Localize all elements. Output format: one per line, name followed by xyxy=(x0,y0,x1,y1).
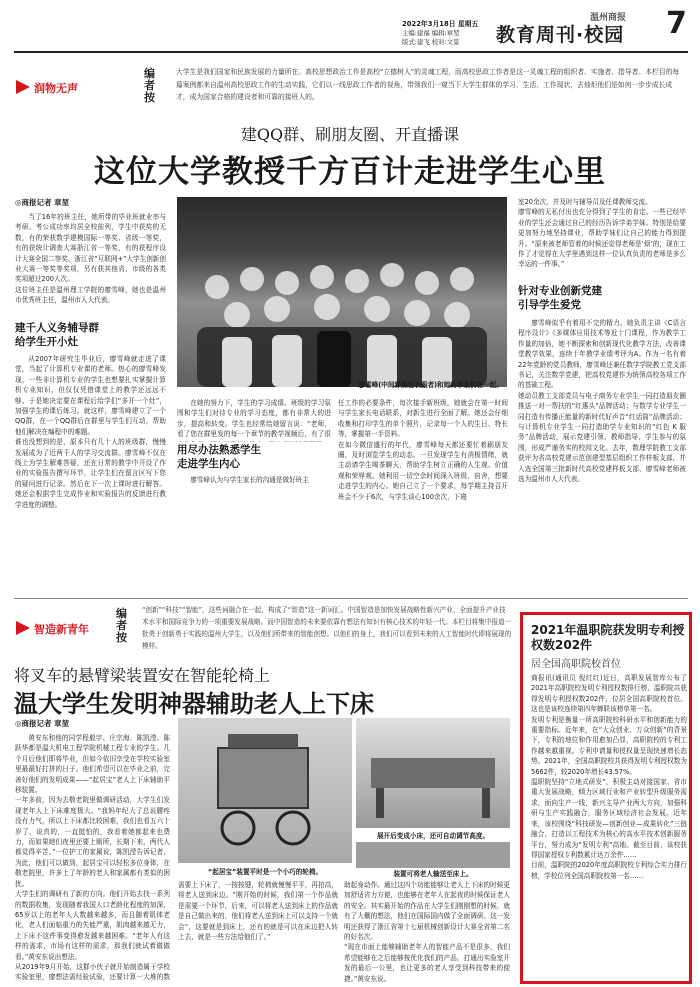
arrow-icon xyxy=(16,80,30,94)
side-body xyxy=(531,673,687,979)
wheelchair-illustration xyxy=(178,718,352,863)
masthead-brand: 温州商报 xyxy=(590,13,627,23)
top-photo xyxy=(177,197,507,387)
bottom-byline: ◎商报记者 章堃 xyxy=(15,719,70,728)
editor-note-top: 大学生是我们国家和民族发展的力量所在。高校思想政治工作是高校“立德树人”的灵魂工程，而高校思政工作者是这一灵魂工程的组织者、实施者、指导者。本栏目的每篇案例都来自温州高校思政工作的生动实践，它们以一线思政工作者的视角，带领我们一窥当下大学生群体的学习、生活、工作现状，去烛炬他们是如何一步步成长成才，成为国家合格的建设者和可靠的接班人的。 xyxy=(176,68,680,101)
top-subhead-2: 用尽办法熟悉学生 走进学生内心 xyxy=(177,444,261,470)
masthead xyxy=(0,0,700,52)
group-photo-illustration xyxy=(177,197,507,387)
bottom-column-3 xyxy=(344,880,510,984)
bottom-photo-transfer-caption: 装置可将老人输送至床上。 xyxy=(393,870,473,878)
bottom-column-1 xyxy=(15,733,170,983)
masthead-editor: 主编:建福 编辑:章堃 xyxy=(402,29,460,37)
top-column-5a-text: 室20余次，并及时与辅导员及任课教师交流。 廖雪峰的无私付出也充分得到了学生的肯定。一些已经毕业的学生还会通过自己的经历告诉学弟学妹、特别是给要更加努力地坚持课业，帮助学妹们让自己的能力得到提升。“原来被老师管着的时候还觉得老师是‘烦’的，现在工作了才觉得在大学里遇到这样一位认真负责的老师是多么幸运的一件事。” xyxy=(518,198,686,269)
top-column-1-text: 当了16年的班主任，她所带的毕业班就业率与考研、考公成功率均居全校前列，学生中获奖的无数，有的荣获数学建模国际一等奖、省级一等奖，有的获统计调查大赛浙江省一等奖，有的获程序设计大赛全国二等奖、浙江省“互联网+”大学生创新创业大赛一等奖等奖项，另有获其他省、市级的各类奖项超过200人次。 这位班主任是温州理工学院的廖雪峰，她也是温州市优秀班主任，温州市人大代表。 xyxy=(15,213,166,305)
top-column-3-text: 在她的努力下，学生的学习成绩、班级的学习氛围和学生们对待专业的学习态度，都有非常大的进步，提高和转变。学生也经常给她留言说：“老师，看了您在群里发的每一个章节的教学视频后，有了很 xyxy=(177,399,331,439)
top-column-1 xyxy=(15,212,166,318)
top-column-2 xyxy=(15,354,166,588)
top-column-3b-text: 廖雪峰认为与学生家长的沟通是做好班主 xyxy=(190,476,309,484)
column-tag-label: 智造新青年 xyxy=(34,623,89,636)
top-column-5 xyxy=(518,197,686,281)
side-subhead: 居全国高职院校首位 xyxy=(531,659,621,670)
bottom-headline: 温大学生发明神器辅助老人上下床 xyxy=(14,690,374,718)
bottom-column-2 xyxy=(178,880,338,984)
bottom-photo-transfer xyxy=(356,842,510,868)
top-photo-caption: 廖雪峰(中间穿黑色衣服者)和她的学生们在一起。 xyxy=(358,381,503,389)
top-column-5b xyxy=(518,318,686,588)
column-tag-label: 润物无声 xyxy=(34,82,78,95)
bottom-photo-bed-caption: 展开后变成小床，还可自动调节高度。 xyxy=(376,832,490,840)
top-column-3 xyxy=(177,398,331,442)
bottom-photo-main-caption: “起居宝”装置平时是一个小巧的轮椅。 xyxy=(207,868,323,876)
side-headline: 2021年温职院获发明专利授权数202件 xyxy=(531,623,685,652)
bed-illustration xyxy=(356,718,510,828)
top-column-4 xyxy=(338,398,508,588)
editor-tag-top: 编者按 xyxy=(144,67,155,104)
top-headline: 这位大学教授千方百计走进学生心里 xyxy=(94,154,606,190)
editor-note-bottom: “创新”“科技”“智能”，这些词融合在一起，构成了“智造”这一新词汇。中国智造是加快发展战略性新兴产业、全面提升产业技术水平和国际竞争力的一项重要发展战略。而中国智造的未来要依靠有想法有知识有核心技术的年轻一代。本栏目将集中报道一批勇于创新勇于实践的温州大学生，以及他们所带来的智能创想。以他们的身上，我们可以看到未来的人工智能时代即将展现的模样。 xyxy=(142,606,512,650)
top-column-5b-text: 廖雪峰似乎有着用不完的精力。她负责主讲《C语言程序设计》《多媒体应用技术等近十门课程，作为教学工作量的加倍，她不断探索和创新现代化教学方法，改善课堂教学效果，连续十年教学业绩考评为A。作为一名有着22年党龄的党员教师，廖雪峰还兼任数学学院教工党支部书记，关注数学党建，把高校党建作为统领高校各项工作的基础工程。 她动员教工支部党员与电子商务专业学生一同打造朋友圈推送一对一帮扶的“红惠头”品牌活动；与数学专业学生一同打造有传播正能量的新时代好声音“红话筒”品牌活动；与计算机专业学生一同打造助学专业知识的“红色 K 服务”品牌活动，展示党建引领、教师指导、学生参与的氛围，形成严谨务实的校园文化。去年，数理学院教工支部获评为省高校党建示范创建型基层组织工作样板支部，并入选全国第三批新时代高校党建样板支部，廖雪峰老师被选为温州市人大代表。 xyxy=(518,319,686,484)
top-subhead-3: 针对专业创新党建 引导学生爱党 xyxy=(518,285,602,311)
masthead-design: 版式:建飞 校对:文景 xyxy=(402,38,460,46)
column-tag-top xyxy=(14,77,124,97)
bottom-column-2-text: 需要上下床了，一按按键，轮椅就慢慢平平，再拍高，将老人送到床边。“刚开始的时候，我们第一个作品就是需要一个环节，后来，可以将老人送到床上的作品就是自己做出来的，他们将老人送到床上可以支持一个就会“，这要就是到床上，还有的就是可以在床边把人转上去，就是一些方法给他们了。” xyxy=(178,881,338,942)
top-column-3b xyxy=(177,475,331,585)
bottom-column-3-text: 助起身动作。通过这四个功能能够让老人上下床的时候更加舒适省力方便，也能够在老年人在起夜的时候保证老人的安全。其实最开始的作品在大学生们刚刚想的时候，就有了大概的想法，他们在国际国内做了全面调研。这一发明还获得了浙江省第十七届机械创新设计大赛全省第二名的好名次。 “现在市面上能够辅助老年人的智能产品不是很多，我们希望能够在之后能够按优化我们的产品，打通出实验室开发的最后一公里，也让更多的老人享受到科技带来的便捷。”黄安东说。 xyxy=(344,881,510,983)
section-divider xyxy=(14,598,688,599)
bottom-photo-bed xyxy=(356,718,510,828)
page-number: 7 xyxy=(666,6,687,41)
top-column-2-text: 从2007年研究生毕业后，廖雪峰就走进了课堂，当起了计算机专业课的老师。热心的廖雪峰发现，一些非计算机专业的学生也想要扎实掌握计算机专业知识，但仅仅凭借课堂上的教学还远远不够。于是她决定要在课程后给学们“多开一个灶”，加强学生的课后练习。就这样，廖雪峰建立了一个QQ群，在一个QQ群后在群里与学生们互动，帮助他们解决在编程中的难题。 谁也没想到的是，原本只有几十人的班级群，慢慢发展成为了近两千人的学习交流群。廖雪峰不仅在线上为学生解难答疑，还在日常的教学中开设了作业的实验报告撰写环节，让学生们在留言区写下您的疑问进行记录。然后在下一次上课时进行解答。她还会根据学生完成作业和实验报告的反馈进行教学进度的调整。 xyxy=(15,355,166,509)
editor-tag-bottom: 编者按 xyxy=(116,607,127,644)
top-kicker: 建QQ群、刷朋友圈、开直播课 xyxy=(240,125,460,144)
bottom-photo-main xyxy=(178,718,352,863)
top-subhead-1: 建千人义务辅导群 给学生开小灶 xyxy=(15,322,99,348)
side-body-text: 商报讯(通讯员 倪红红)近日，高职发展智库公布了2021年高职院校发明专利授权数排行榜，温职院共获得发明专利授权数202件，位居全国高职院校首位。这也是该校连续第四年蝉联该榜单第一名。 发明专利是衡量一所高职院校科研水平和创新能力的重要指标。近年来，在“大众创业、万众创新”的背景下，专利的地位和作用愈加凸显，高职院校的专利工作越来越重视。专利申请量和授权量呈现快速增长态势。2021年，全国高职院校共获得发明专利授权数为5662件，较2020年增长43.57%。 温职院坚持“立地式研发”，积极主动对接国家、省市重大发展战略，倾力区域行业和产业转型升级服务需求，面向生产一线，新兴主导产业两大方向，加强科研与生产实践融合，服务区域经济社会发展。近年来，该校围绕“科技研发—创新创业—成果转化”三链融合，打造以工程技术为核心的高水平技术创新服务平台，努力成为“发明专利”高地。截至目前，该校获得国家授权专利数累计达万余件…… 目前，温职院的2020年度高职院校专利综合实力排行榜，学校位列全国高职院校第一名…… xyxy=(531,674,687,880)
masthead-section: 教育周刊·校园 xyxy=(496,24,625,46)
arrow-icon xyxy=(16,621,30,635)
top-column-4-text: 任工作的必要条件，每次接手新班级，她就会在第一时间与学生家长电话联系，对新生进行全面了解。她还会仔细收集和打印学生的单个照片，记录每一个人的生日、特长等，掌握第一手资料。 在如今微信盛行的年代，廖雪峰每天都还要忙着刷朋友圈，及时浏览学生的动态。一旦发现学生有消极情绪，就主动请学生喝茶聊天，帮助学生树立正确的人生观、价值观和荣辱观。她利用一切空余时间深入班级、宿舍，想要走进学生的内心。她自己立了一个要求，每学期主持召开班会不少于6次，与学生谈心100余次，下寝 xyxy=(338,399,508,501)
top-byline: ◎商报记者 章堃 xyxy=(15,198,70,207)
masthead-rule xyxy=(14,51,688,53)
masthead-date: 2022年3月18日 星期五 xyxy=(402,20,479,28)
side-news-box xyxy=(520,612,692,984)
bottom-column-1-text: 黄安东和他的同学程毅宇、庄宗海、陈凯滢、陈跃华都是温大机电工程学院机械工程专业的学生。几个月后他们即将毕业，但如今依旧享受在学校实验室里最最好打拼的日子。他们希望可以在毕业之前，完善好他们的发明成果——“起居宝”老人上下床辅助平移装置。 一年多前，因为去敬老院里做调研活动，大学生们发现老年人上下床难度极大。“我妈年纪大了总说腰疼没有力气，所以上下床都比较困难，我们也看五六十岁了，说真的，一直挺怕的，我看着她都起来也费力，而如果她们夜里还要上厕所，长期下来，两代人都觉得辛苦。”一位护工的家属说，陈凯滢告诉记者，为此，他们可以做到，起居宝可以轻松多位身体，在敬老院里，许多上了年龄的老人和家属都有类似的困扰。 大学生们的调研有了新的方向。他们开始去找一系列的数据收集，发现随着我国人口老龄化程度的加深，65岁以上的老年人人数越来越多，而且随着肌体老化，老人们面临重力的失能严重，肌肉越来越无力，上下床不这件事变得愈发越来越困难。“老年人有这样的需求，市场有这样的需求，那我们就试着做做看。”黄安东说出想法。 从2019年9月开始，这群小伙子就开始制造属于学校实验室里，廖想法需经验试验，还要计算一大堆的数 xyxy=(15,734,170,982)
column-tag-bottom xyxy=(14,618,124,638)
bottom-kicker: 将叉车的悬臂梁装置安在智能轮椅上 xyxy=(14,666,271,685)
